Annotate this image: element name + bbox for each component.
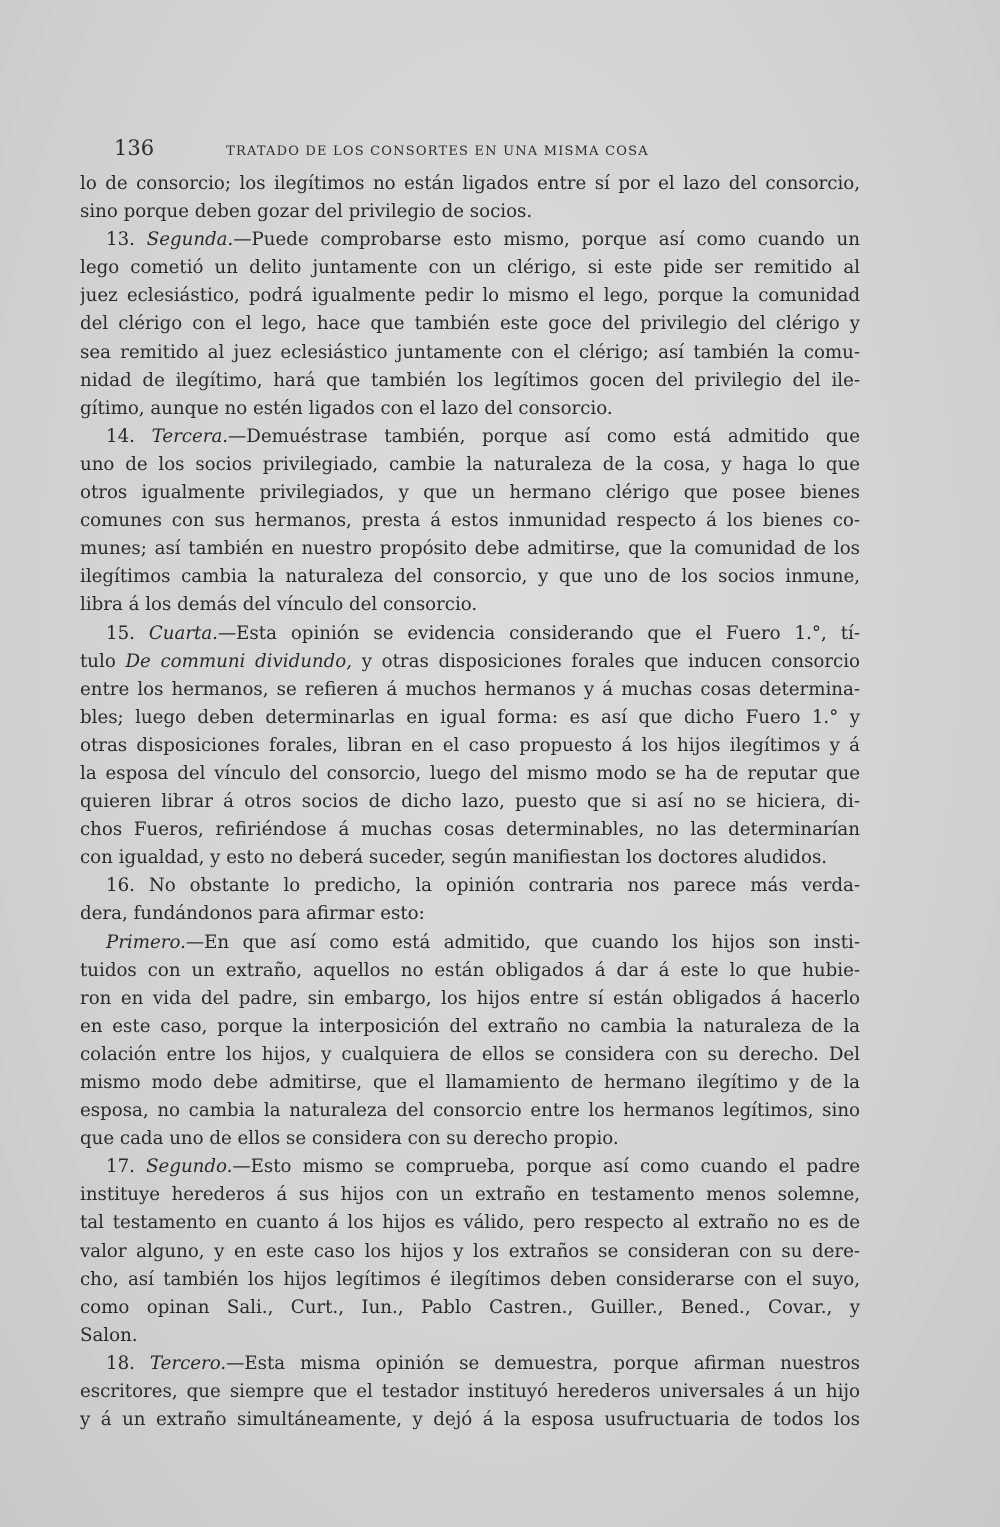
text-line [80, 1153, 860, 1181]
line-prefix: 17. [106, 1156, 147, 1178]
text-line [80, 226, 860, 254]
line-text: en este caso, porque la interposición del extraño no cambia la naturaleza de la [80, 1015, 860, 1037]
text-line [80, 760, 860, 788]
line-text: gítimo, aunque no estén ligados con el lazo del consorcio. [80, 397, 613, 419]
line-italic: Tercera. [151, 425, 229, 447]
text-line [80, 1041, 860, 1069]
text-line [80, 1238, 860, 1266]
text-line [80, 1350, 860, 1378]
body-text [80, 170, 860, 1430]
line-text: tal testamento en cuanto á los hijos es válido, pero respecto al extraño no es de [80, 1212, 860, 1234]
text-line [80, 395, 860, 423]
text-line [80, 479, 860, 507]
line-text: valor alguno, y en este caso los hijos y los extraños se consideran con su dere- [80, 1240, 860, 1262]
line-text: —Puede comprobarse esto mismo, porque así como cuando un [233, 229, 860, 251]
text-line [80, 1181, 860, 1209]
line-text: chos Fueros, refiriéndose á muchas cosas determinables, no las determinarían [80, 819, 860, 841]
line-prefix: 13. [106, 229, 147, 251]
line-text: quieren librar á otros socios de dicho lazo, puesto que si así no se hiciera, di- [80, 791, 860, 813]
line-text: No obstante lo predicho, la opinión contraria nos parece más verda- [148, 875, 860, 897]
text-line [80, 1097, 860, 1125]
text-line [80, 1406, 860, 1430]
line-prefix: 14. [106, 425, 152, 447]
text-line [80, 1069, 860, 1097]
line-text: esposa, no cambia la naturaleza del consorcio entre los hermanos legítimos, sino [80, 1100, 860, 1122]
text-line [80, 1125, 860, 1153]
text-line [80, 844, 860, 872]
text-line [80, 648, 860, 676]
line-text: y á un extraño simultáneamente, y dejó á la esposa usufructuaria de todos los [80, 1409, 860, 1430]
text-line [80, 900, 860, 928]
line-text: ron en vida del padre, sin embargo, los hijos entre sí están obligados á hacerlo [80, 987, 860, 1009]
text-line [80, 451, 860, 479]
line-text: comunes con sus hermanos, presta á estos inmunidad respecto á los bienes co- [80, 510, 860, 532]
text-line [80, 1378, 860, 1406]
line-prefix: tulo [80, 650, 126, 672]
line-text: que cada uno de ellos se considera con su derecho propio. [80, 1128, 619, 1150]
line-text: —En que así como está admitido, que cuando los hijos son insti- [185, 931, 860, 953]
line-text: colación entre los hijos, y cualquiera de ellos se considera con su derecho. Del [80, 1043, 860, 1065]
line-prefix: 15. [106, 622, 149, 644]
line-text: y otras disposiciones forales que inducen consorcio [352, 650, 860, 672]
line-text: —Esto mismo se comprueba, porque así como cuando el padre [232, 1156, 860, 1178]
line-text: uno de los socios privilegiado, cambie la naturaleza de la cosa, y haga lo que [80, 453, 860, 475]
text-line [80, 170, 860, 198]
line-text: con igualdad, y esto no deberá suceder, según manifiestan los doctores aludidos. [80, 847, 828, 869]
line-text: libra á los demás del vínculo del consorcio. [80, 594, 478, 616]
text-line [80, 704, 860, 732]
text-line [80, 732, 860, 760]
text-line [80, 929, 860, 957]
line-text: bles; luego deben determinarlas en igual forma: es así que dicho Fuero 1.° y [80, 706, 860, 728]
page-number: 136 [114, 136, 155, 160]
text-line [80, 676, 860, 704]
line-text: munes; así también en nuestro propósito debe admitirse, que la comunidad de los [80, 538, 860, 560]
line-italic: Segundo. [146, 1156, 233, 1178]
text-line [80, 957, 860, 985]
line-text: escritores, que siempre que el testador instituyó herederos universales á un hijo [80, 1381, 860, 1403]
line-text: instituye herederos á sus hijos con un extraño en testamento menos solemne, [80, 1184, 860, 1206]
text-line [80, 816, 860, 844]
line-text: ilegítimos cambia la naturaleza del consorcio, y que uno de los socios inmune, [80, 566, 860, 588]
line-text: —Demuéstrase también, porque así como está admitido que [228, 425, 860, 447]
text-line [80, 985, 860, 1013]
line-text: mismo modo debe admitirse, que el llamamiento de hermano ilegítimo y de la [80, 1072, 860, 1093]
line-text: sea remitido al juez eclesiástico juntamente con el clérigo; así también la comu- [80, 341, 860, 363]
line-text: nidad de ilegítimo, hará que también los legítimos gocen del privilegio del ile- [80, 369, 860, 391]
line-italic: De communi dividundo, [125, 650, 353, 672]
line-text: tuidos con un extraño, aquellos no están obligados á dar á este lo que hubie- [80, 959, 860, 981]
text-line [80, 1013, 860, 1041]
text-line [80, 1266, 860, 1294]
line-text: la esposa del vínculo del consorcio, luego del mismo modo se ha de reputar que [80, 762, 860, 784]
text-line [80, 423, 860, 451]
line-prefix: 16. [106, 875, 149, 897]
line-prefix: 18. [106, 1352, 150, 1374]
line-text: lo de consorcio; los ilegítimos no están ligados entre sí por el lazo del consorcio, [80, 173, 860, 194]
text-line [80, 788, 860, 816]
line-text: entre los hermanos, se refieren á muchos hermanos y á muchas cosas determina- [80, 678, 860, 700]
line-text: Salon. [80, 1324, 138, 1346]
text-line [80, 1294, 860, 1322]
text-line [80, 563, 860, 591]
line-text: juez eclesiástico, podrá igualmente pedir lo mismo el lego, porque la comunidad [80, 285, 860, 307]
line-italic: Segunda. [146, 229, 234, 251]
page-header [114, 136, 714, 166]
line-text: —Esta misma opinión se demuestra, porque afirman nuestros [226, 1352, 860, 1374]
line-text: otras disposiciones forales, libran en el caso propuesto á los hijos ilegítimos y á [80, 734, 860, 756]
line-italic: Tercero. [149, 1352, 227, 1374]
running-title: TRATADO DE LOS CONSORTES EN UNA MISMA COSA [226, 144, 649, 159]
text-line [80, 535, 860, 563]
text-line [80, 254, 860, 282]
text-line [80, 1322, 860, 1350]
text-line [80, 339, 860, 367]
line-text: —Esta opinión se evidencia considerando que el Fuero 1.°, tí- [217, 622, 860, 644]
text-line [80, 198, 860, 226]
text-line [80, 367, 860, 395]
line-text: dera, fundándonos para afirmar esto: [80, 903, 425, 925]
text-line [80, 507, 860, 535]
text-line [80, 872, 860, 900]
line-text: del clérigo con el lego, hace que también este goce del privilegio del clérigo y [80, 313, 860, 335]
text-line [80, 1209, 860, 1237]
text-line [80, 310, 860, 338]
line-text: lego cometió un delito juntamente con un clérigo, si este pide ser remitido al [80, 257, 860, 279]
line-text: otros igualmente privilegiados, y que un hermano clérigo que posee bienes [80, 482, 860, 504]
text-line [80, 591, 860, 619]
line-text: cho, así también los hijos legítimos é ilegítimos deben considerarse con el suyo, [80, 1268, 860, 1290]
line-text: sino porque deben gozar del privilegio de socios. [80, 201, 533, 223]
line-italic: Primero. [106, 931, 186, 953]
line-italic: Cuarta. [148, 622, 218, 644]
text-line [80, 282, 860, 310]
line-text: como opinan Sali., Curt., Iun., Pablo Castren., Guiller., Bened., Covar., y [80, 1296, 860, 1318]
text-line [80, 620, 860, 648]
